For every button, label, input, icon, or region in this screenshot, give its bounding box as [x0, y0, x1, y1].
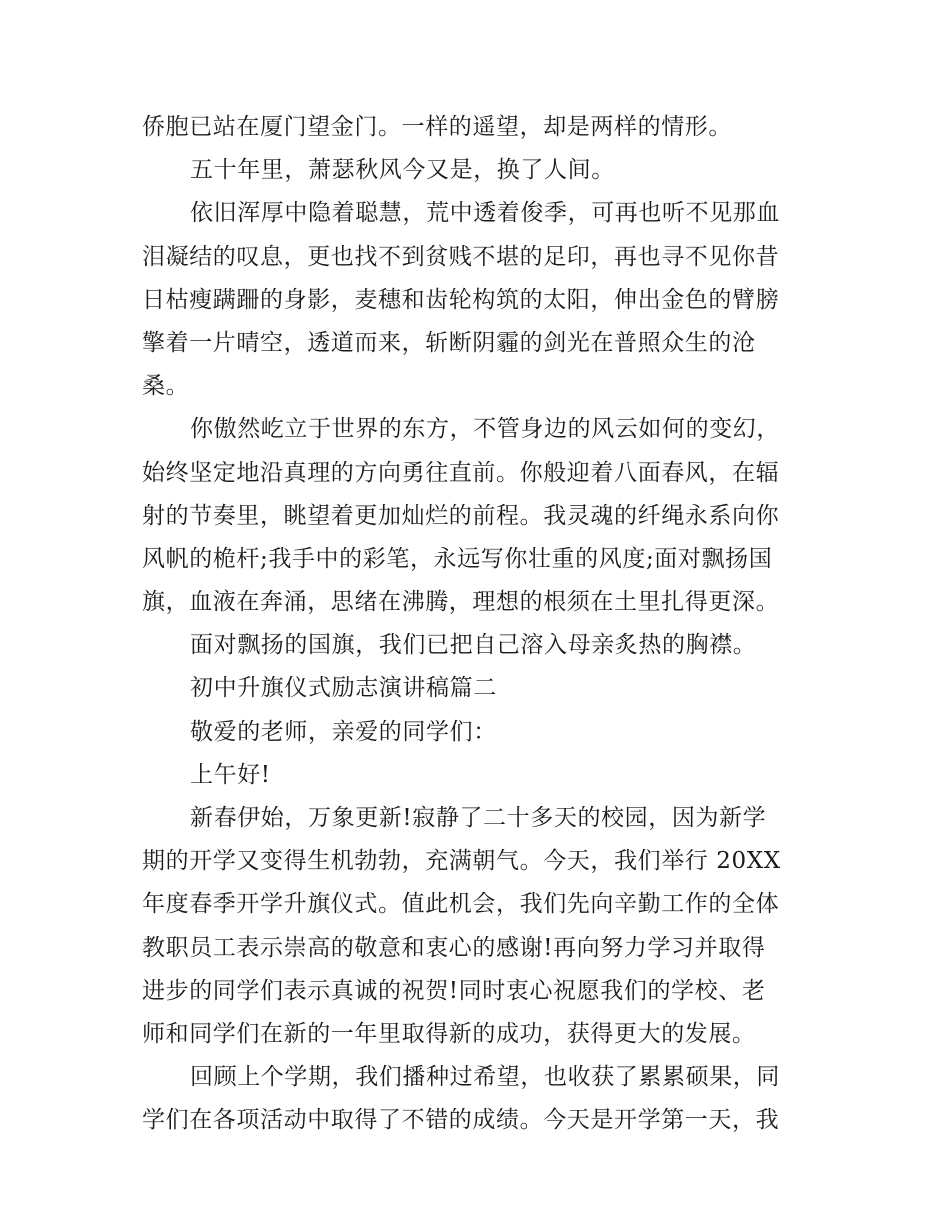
text-line-6: 擎着一片晴空，透道而来，斩断阴霾的剑光在普照众生的沧 [142, 329, 756, 356]
text-line-18: 期的开学又变得生机勃勃，充满朝气。今天，我们举行 20XX [142, 848, 781, 875]
text-line-23: 回顾上个学期，我们播种过希望，也收获了累累硕果，同 [190, 1064, 780, 1091]
text-line-9: 始终坚定地沿真理的方向勇往直前。你般迎着八面春风，在辐 [142, 459, 780, 486]
text-line-17: 新春伊始，万象更新!寂静了二十多天的校园，因为新学 [190, 805, 767, 831]
text-line-8: 你傲然屹立于世界的东方，不管身边的风云如何的变幻， [190, 416, 780, 443]
text-line-19: 年度春季开学升旗仪式。值此机会，我们先向辛勤工作的全体 [142, 891, 780, 918]
text-line-13: 面对飘扬的国旗，我们已把自己溶入母亲炙热的胸襟。 [190, 632, 757, 659]
salutation: 敬爱的老师，亲爱的同学们： [190, 718, 497, 745]
text-line-20: 教职员工表示崇高的敬意和衷心的感谢!再向努力学习并取得 [142, 934, 766, 961]
text-line-7: 桑。 [142, 373, 190, 400]
text-line-2: 五十年里，萧瑟秋风今又是，换了人间。 [190, 157, 615, 184]
text-line-22: 师和同学们在新的一年里取得新的成功，获得更大的发展。 [142, 1020, 756, 1047]
text-line-21: 进步的同学们表示真诚的祝贺!同时衷心祝愿我们的学校、老 [142, 977, 766, 1004]
text-line-5: 日枯瘦蹒跚的身影，麦穗和齿轮构筑的太阳，伸出金色的臂膀 [142, 286, 780, 313]
text-line-1: 侨胞已站在厦门望金门。一样的遥望，却是两样的情形。 [142, 114, 732, 140]
text-line-24: 学们在各项活动中取得了不错的成绩。今天是开学第一天，我 [142, 1107, 780, 1134]
document-body [142, 106, 814, 1143]
text-line-10: 射的节奏里，眺望着更加灿烂的前程。我灵魂的纤绳永系向你 [142, 502, 780, 529]
section-heading: 初中升旗仪式励志演讲稿篇二 [190, 675, 497, 702]
text-line-4: 泪凝结的叹息，更也找不到贫贱不堪的足印，再也寻不见你昔 [142, 243, 780, 270]
text-line-3: 依旧浑厚中隐着聪慧，荒中透着俊季，可再也听不见那血 [190, 200, 780, 227]
greeting: 上午好! [190, 761, 271, 788]
text-line-11: 风帆的桅杆;我手中的彩笔，永远写你壮重的风度;面对飘扬国 [142, 545, 773, 572]
text-line-12: 旗，血液在奔涌，思绪在沸腾，理想的根须在土里扎得更深。 [142, 589, 780, 616]
